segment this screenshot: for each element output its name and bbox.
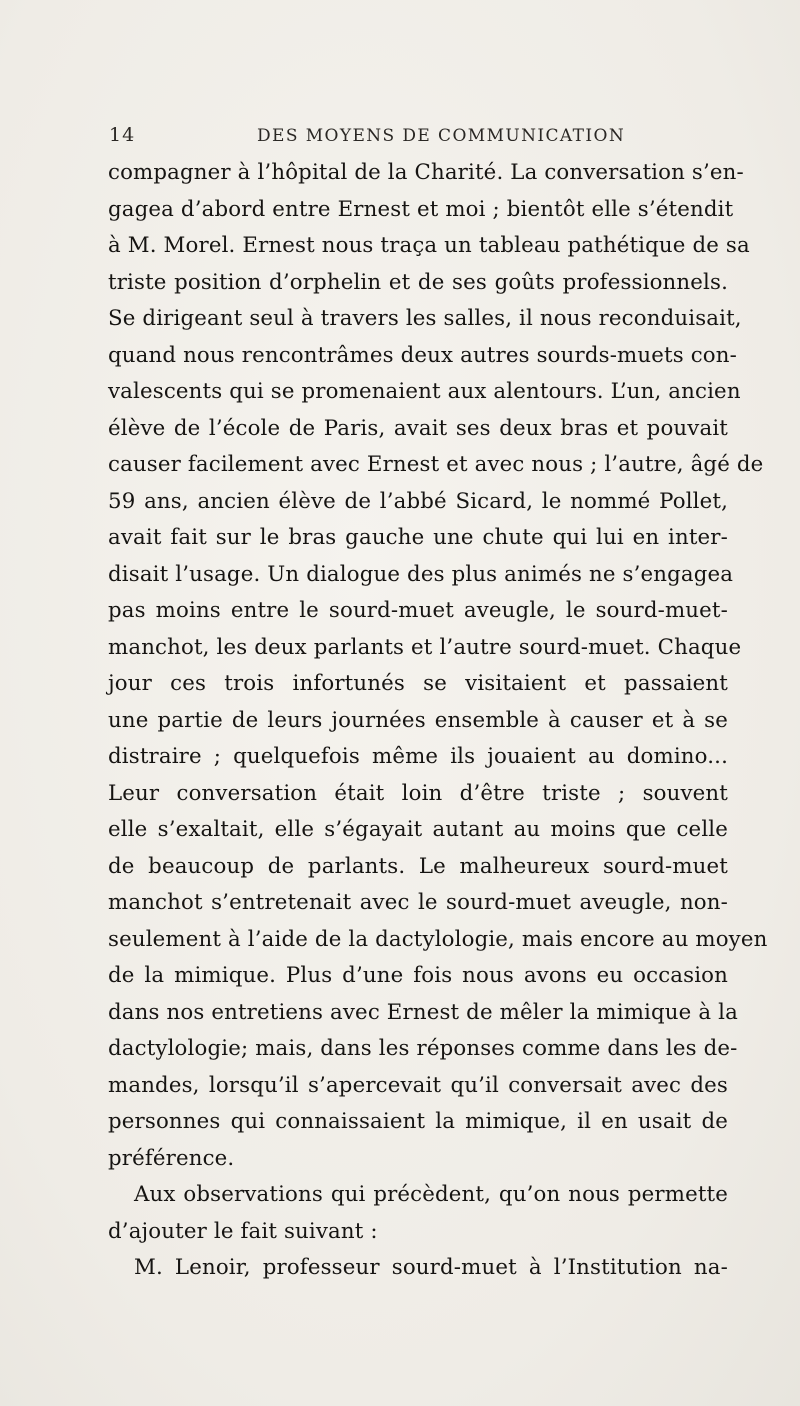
text-line: Se dirigeant seul à travers les salles, il nous reconduisait,: [108, 306, 742, 331]
text-line: compagner à l’hôpital de la Charité. La conversation s’en-: [108, 160, 744, 185]
text-line: distraire ; quelquefois même ils jouaient au domino...: [108, 744, 728, 769]
text-line: causer facilement avec Ernest et avec nous ; l’autre, âgé de: [108, 452, 764, 477]
text-line: dactylologie; mais, dans les réponses comme dans les de-: [108, 1036, 738, 1061]
text-line: à M. Morel. Ernest nous traça un tableau pathétique de sa: [108, 233, 750, 258]
text-line: disait l’usage. Un dialogue des plus animés ne s’engagea: [108, 561, 734, 587]
text-line: valescents qui se promenaient aux alentours. L’un, ancien: [108, 379, 741, 404]
text-line: elle s’exaltait, elle s’égayait autant au moins que celle: [108, 817, 728, 842]
text-line: dans nos entretiens avec Ernest de mêler la mimique à la: [108, 999, 738, 1025]
paragraph-start-line: Aux observations qui précèdent, qu’on nous permette: [134, 1182, 728, 1207]
text-line: personnes qui connaissaient la mimique, il en usait de: [108, 1109, 728, 1134]
text-line: pas moins entre le sourd-muet aveugle, le sourd-muet-: [108, 598, 728, 623]
text-line: jour ces trois infortunés se visitaient et passaient: [108, 671, 728, 696]
running-head: DES MOYENS DE COMMUNICATION: [257, 126, 626, 146]
paragraph-start-line: M. Lenoir, professeur sourd-muet à l’Institution na-: [134, 1255, 728, 1280]
text-line: une partie de leurs journées ensemble à causer et à se: [108, 707, 728, 733]
text-line: 59 ans, ancien élève de l’abbé Sicard, le nommé Pollet,: [108, 488, 728, 514]
text-line: mandes, lorsqu’il s’apercevait qu’il conversait avec des: [108, 1072, 728, 1098]
text-line: triste position d’orphelin et de ses goûts professionnels.: [108, 269, 728, 295]
page-header: [109, 124, 729, 150]
text-line: Leur conversation était loin d’être triste ; souvent: [108, 780, 728, 806]
text-line: gagea d’abord entre Ernest et moi ; bientôt elle s’étendit: [108, 196, 734, 222]
paragraph-end-line: préférence.: [108, 1145, 235, 1171]
text-line: quand nous rencontrâmes deux autres sourds-muets con-: [108, 342, 737, 368]
text-line: de la mimique. Plus d’une fois nous avons eu occasion: [108, 963, 728, 988]
text-line: de beaucoup de parlants. Le malheureux sourd-muet: [108, 853, 728, 879]
text-line: élève de l’école de Paris, avait ses deux bras et pouvait: [108, 415, 728, 441]
text-line: seulement à l’aide de la dactylologie, mais encore au moyen: [108, 926, 768, 952]
text-line: manchot s’entretenait avec le sourd-muet aveugle, non-: [108, 890, 728, 915]
paragraph-end-line: d’ajouter le fait suivant :: [108, 1218, 378, 1244]
text-line: manchot, les deux parlants et l’autre sourd-muet. Chaque: [108, 634, 742, 660]
body-text: [108, 155, 768, 1287]
text-line: avait fait sur le bras gauche une chute qui lui en inter-: [108, 525, 728, 550]
page-number: 14: [109, 124, 136, 146]
